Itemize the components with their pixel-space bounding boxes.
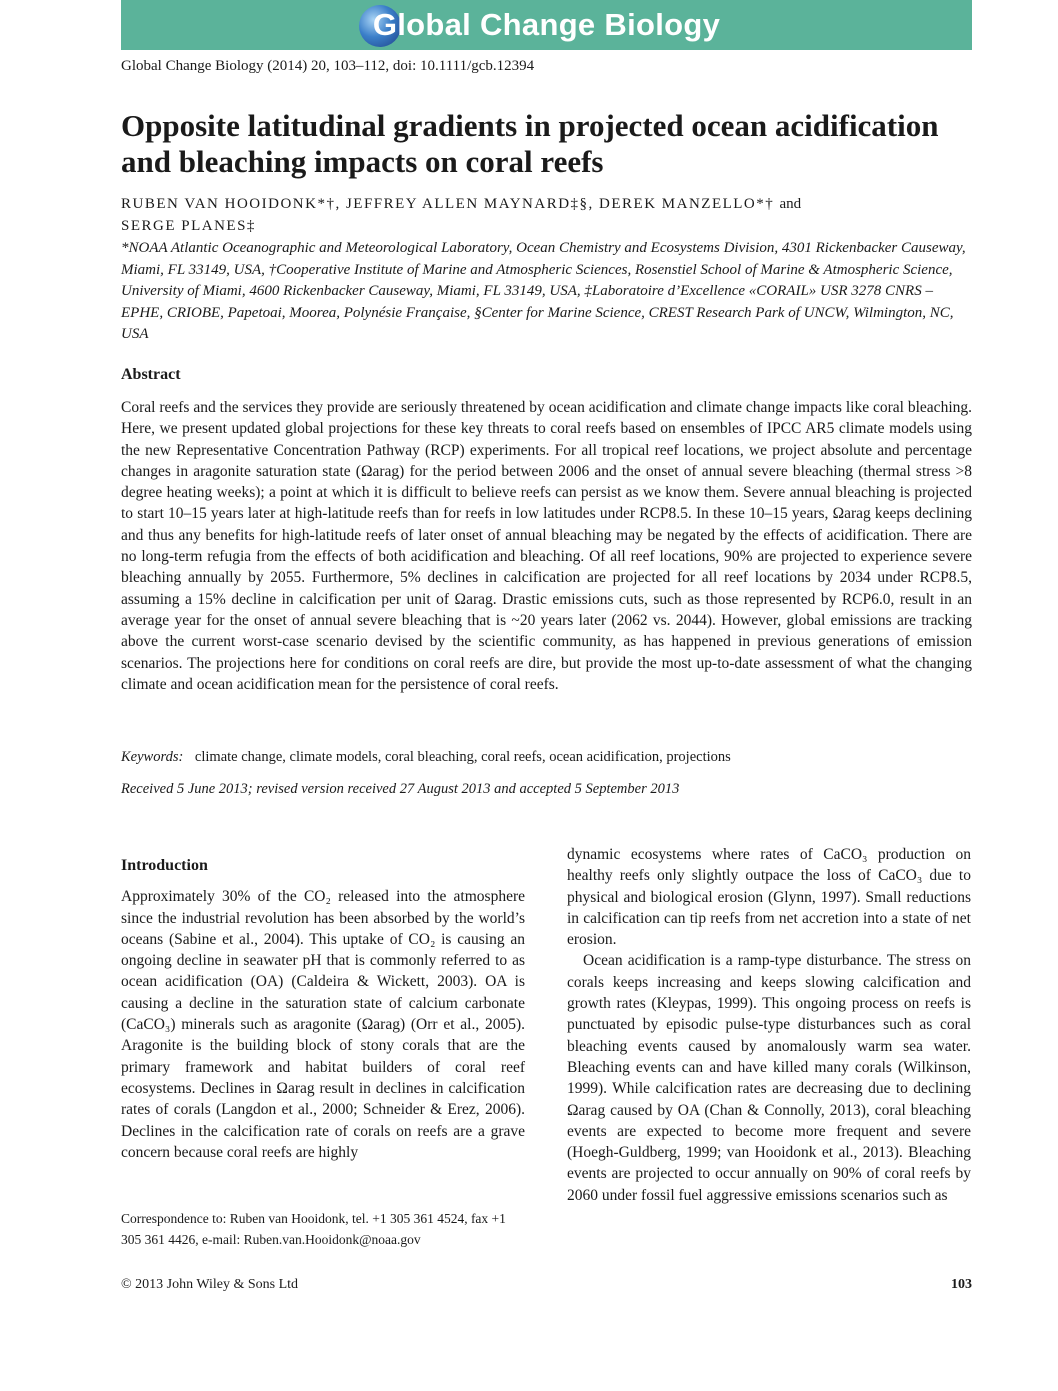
article-title: Opposite latitudinal gradients in projected ocean acidification and bleaching impacts on coral reefs <box>121 108 939 179</box>
introduction-heading: Introduction <box>121 857 208 874</box>
intro-paragraph-2: dynamic ecosystems where rates of CaCO₃ production on healthy reefs only slightly outpace the loss of CaCO₃ due to physical and biological erosion (Glynn, 1997). Small reductions in calcification can tip reefs from net accretion into a state of net erosion. <box>567 846 971 949</box>
journal-logo <box>373 7 720 43</box>
left-column <box>121 855 525 1163</box>
citation-line: Global Change Biology (2014) 20, 103–112, doi: 10.1111/gcb.12394 <box>121 58 535 74</box>
right-column <box>567 844 971 1206</box>
keywords <box>121 749 731 766</box>
received-dates: Received 5 June 2013; revised version received 27 August 2013 and accepted 5 September 2013 <box>121 781 680 797</box>
correspondence-note: Correspondence to: Ruben van Hooidonk, tel. +1 305 361 4524, fax +1 305 361 4426, e-mail: Ruben.van.Hooidonk@noaa.gov <box>121 1211 506 1247</box>
authors-main: RUBEN VAN HOOIDONK*†, JEFFREY ALLEN MAYNARD‡§, DEREK MANZELLO*† <box>121 196 775 212</box>
affiliations: *NOAA Atlantic Oceanographic and Meteorological Laboratory, Ocean Chemistry and Ecosystems Division, 4301 Rickenbacker Causeway, Miami, FL 33149, USA, †Cooperative Institute of Marine and Atmospheric Sciences, Rosenstiel School of Marine & Atmospheric Science, University of Miami, 4600 Rickenbacker Causeway, Miami, FL 33149, USA, ‡Laboratoire d’Excellence «CORAIL» USR 3278 CNRS – EPHE, CRIOBE, Papetoai, Moorea, Polynésie Française, §Center for Marine Science, CREST Research Park of UNCW, Wilmington, NC, USA <box>121 240 966 342</box>
keywords-list: climate change, climate models, coral bleaching, coral reefs, ocean acidification, projections <box>194 749 731 765</box>
authors-last: SERGE PLANES‡ <box>121 218 256 234</box>
intro-paragraph-3: Ocean acidification is a ramp-type disturbance. The stress on corals keeps increasing and keeps slowing calcification and growth rates (Kleypas, 1999). This ongoing process on reefs is punctuated by episodic pulse-type disturbances such as coral bleaching events caused by anomalously warm sea water. Bleaching events can and have killed many corals (Wilkinson, 1999). While calcification rates are decreasing due to declining Ωarag caused by OA (Chan & Connolly, 2013), coral bleaching events are expected to become more frequent and severe (Hoegh-Guldberg, 1999; van Hooidonk et al., 2013). Bleaching events are projected to occur annually on 90% of coral reefs by 2060 under fossil fuel aggressive emissions scenarios such as <box>567 952 971 1204</box>
journal-banner-title: Global Change Biology <box>372 7 721 42</box>
keywords-label: Keywords: <box>121 749 184 765</box>
abstract-heading: Abstract <box>121 366 181 383</box>
authors-and: and <box>779 196 802 212</box>
abstract-text: Coral reefs and the services they provide are seriously threatened by ocean acidification and climate change impacts like coral bleaching. Here, we present updated global projections for these key threats to coral reefs based on ensembles of IPCC AR5 climate models using the new Representative Concentration Pathway (RCP) experiments. For all tropical reef locations, we project absolute and percentage changes in aragonite saturation state (Ωarag) for the period between 2006 and the onset of annual severe bleaching (thermal stress >8 degree heating weeks); a point at which it is difficult to believe reefs can persist as we know them. Severe annual bleaching is projected to start 10–15 years later at high-latitude reefs than for reefs in low latitudes under RCP8.5. In these 10–15 years, Ωarag keeps declining and thus any benefits for high-latitude reefs of later onset of annual bleaching may be negated by the effects of acidification. There are no long-term refugia from the effects of both acidification and bleaching. Of all reef locations, 90% are projected to experience severe bleaching annually by 2055. Furthermore, 5% declines in calcification are projected for all reef locations by 2034 under RCP8.5, assuming a 15% decline in calcification per unit of Ωarag. Drastic emissions cuts, such as those represented by RCP6.0, result in an average year for the onset of annual severe bleaching that is ~20 years later (2062 vs. 2044). However, global emissions are tracking above the current worst-case scenario devised by the scientific community, as has happened in previous generations of emission scenarios. The projections here for conditions on coral reefs are dire, but provide the most up-to-date assessment of what the changing climate and ocean acidification mean for the persistence of coral reefs. <box>121 399 972 693</box>
copyright: © 2013 John Wiley & Sons Ltd <box>121 1277 299 1292</box>
intro-paragraph-1: Approximately 30% of the CO₂ released into the atmosphere since the industrial revolution has been absorbed by the world’s oceans (Sabine et al., 2004). This uptake of CO₂ is causing an ongoing decline in seawater pH that is commonly referred to as ocean acidification (OA) (Caldeira & Wickett, 2003). OA is causing a decline in the saturation state of calcium carbonate (CaCO₃) minerals such as aragonite (Ωarag) (Orr et al., 2005). Aragonite is the building block of stony corals that are the primary framework and habitat builders of coral reef ecosystems. Declines in Ωarag result in declines in calcification rates of corals (Langdon et al., 2000; Schneider & Erez, 2006). Declines in the calcification rate of corals on reefs are a grave concern because coral reefs are highly <box>121 888 525 1161</box>
author-list <box>121 193 951 237</box>
page-number: 103 <box>951 1277 972 1292</box>
journal-banner <box>121 0 972 50</box>
